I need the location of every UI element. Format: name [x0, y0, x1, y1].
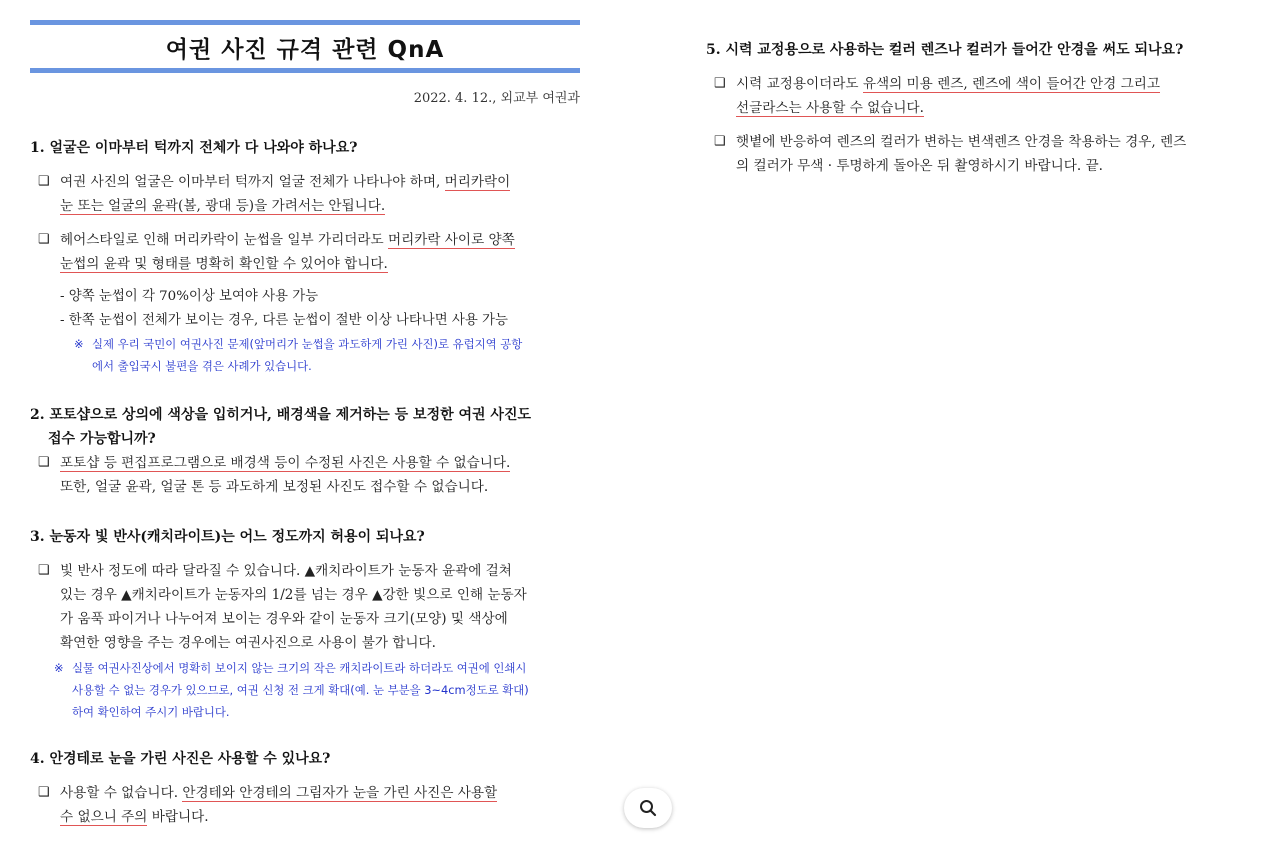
highlighted-text: 눈 또는 얼굴의 윤곽(볼, 광대 등)을 가려서는 안됩니다.: [60, 198, 386, 214]
question-text: 2. 포토샵으로 상의에 색상을 입히거나, 배경색을 제거하는 등 보정한 여권 사진도: [30, 407, 531, 423]
answer-2: [30, 451, 580, 499]
left-column: [30, 0, 580, 829]
answer-text: 여권 사진의 얼굴은 이마부터 턱까지 얼굴 전체가 나타나야 하며,: [60, 174, 445, 190]
right-column: [706, 38, 1256, 178]
sub-item: - 양쪽 눈썹이 각 70%이상 보여야 사용 가능: [60, 289, 319, 304]
answer-text: 있는 경우 ▲캐치라이트가 눈동자의 1/2를 넘는 경우 ▲강한 빛으로 인해 눈동자: [60, 587, 527, 603]
highlighted-text: 포토샵 등 편집프로그램으로 배경색 등이 수정된 사진은 사용할 수 없습니다.: [60, 455, 511, 471]
answer-text: 또한, 얼굴 윤곽, 얼굴 톤 등 과도하게 보정된 사진도 접수할 수 없습니다.: [60, 479, 489, 495]
answer-5-2: [706, 130, 1256, 178]
bullet-box-icon: ❑: [38, 232, 50, 247]
question-1: 1. 얼굴은 이마부터 턱까지 전체가 다 나와야 하나요?: [30, 140, 358, 156]
answer-text: 햇볕에 반응하여 렌즈의 컬러가 변하는 변색렌즈 안경을 착용하는 경우, 렌즈: [736, 134, 1187, 150]
highlighted-text: 머리카락 사이로 양쪽: [387, 232, 515, 248]
question-5: 5. 시력 교정용으로 사용하는 컬러 렌즈나 컬러가 들어간 안경을 써도 되나요?: [706, 42, 1184, 58]
note-text: 하여 확인하여 주시기 바랍니다.: [72, 705, 230, 719]
answer-text: 의 컬러가 무색 · 투명하게 돌아온 뒤 촬영하시기 바랍니다. 끝.: [736, 158, 1104, 174]
note-text: 실제 우리 국민이 여권사진 문제(앞머리가 눈썹을 과도하게 가린 사진)로 유럽지역 공항: [92, 337, 523, 351]
answer-3: [30, 559, 580, 655]
note-text: 에서 출입국시 불편을 겪은 사례가 있습니다.: [92, 359, 312, 373]
question-4: 4. 안경테로 눈을 가린 사진은 사용할 수 있나요?: [30, 751, 331, 767]
note-1: [74, 333, 580, 377]
answer-4: [30, 781, 580, 829]
note-text: 실물 여권사진상에서 명확히 보이지 않는 크기의 작은 캐치라이트라 하더라도 여권에 인쇄시: [72, 661, 527, 675]
search-icon: [638, 798, 658, 818]
answer-5-1: [706, 72, 1256, 120]
bullet-box-icon: ❑: [38, 785, 50, 800]
note-mark-icon: ※: [74, 337, 84, 351]
question-2: [30, 403, 580, 451]
note-text: 사용할 수 없는 경우가 있으므로, 여권 신청 전 크게 확대(예. 눈 부분을 3~4cm정도로 확대): [72, 683, 529, 697]
bullet-box-icon: ❑: [38, 174, 50, 189]
title-banner: [30, 20, 580, 73]
note-3: [54, 657, 580, 723]
bullet-box-icon: ❑: [714, 134, 726, 149]
highlighted-text: 수 없으니 주의: [60, 809, 148, 825]
bullet-box-icon: ❑: [38, 563, 50, 578]
bullet-box-icon: ❑: [38, 455, 50, 470]
highlighted-text: 머리카락이: [444, 174, 511, 190]
qa-section-1: [30, 136, 580, 377]
answer-text: 시력 교정용이더라도: [736, 76, 863, 92]
answer-text: 확연한 영향을 주는 경우에는 여권사진으로 사용이 불가 합니다.: [60, 635, 436, 651]
answer-1-2: [30, 228, 580, 276]
answer-text: 빛 반사 정도에 따라 달라질 수 있습니다. ▲캐치라이트가 눈동자 윤곽에 걸쳐: [60, 563, 512, 579]
highlighted-text: 유색의 미용 렌즈, 렌즈에 색이 들어간 안경 그리고: [862, 76, 1161, 92]
answer-text: 가 움푹 파이거나 나누어져 보이는 경우와 같이 눈동자 크기(모양) 및 색상에: [60, 611, 508, 627]
highlighted-text: 안경테와 안경테의 그림자가 눈을 가린 사진은 사용할: [182, 785, 498, 801]
answer-1-1: [30, 170, 580, 218]
note-mark-icon: ※: [54, 661, 64, 675]
search-button[interactable]: [624, 788, 672, 828]
sub-item: - 한쪽 눈썹이 전체가 보이는 경우, 다른 눈썹이 절반 이상 나타나면 사용 가능: [60, 313, 508, 328]
document-date: 2022. 4. 12., 외교부 여권과: [413, 91, 580, 106]
qa-section-3: [30, 525, 580, 723]
question-3: 3. 눈동자 빛 반사(캐치라이트)는 어느 정도까지 허용이 되나요?: [30, 529, 425, 545]
page-title: 여권 사진 규격 관련 QnA: [165, 37, 445, 63]
question-text: 접수 가능합니까?: [48, 431, 156, 447]
qa-section-2: [30, 403, 580, 499]
qa-section-4: [30, 747, 580, 829]
highlighted-text: 눈썹의 윤곽 및 형태를 명확히 확인할 수 있어야 합니다.: [60, 256, 388, 272]
answer-text: 바랍니다.: [147, 809, 209, 825]
answer-text: 헤어스타일로 인해 머리카락이 눈썹을 일부 가리더라도: [60, 232, 388, 248]
qa-section-5: [706, 38, 1256, 178]
answer-text: 사용할 수 없습니다.: [60, 785, 183, 801]
bullet-box-icon: ❑: [714, 76, 726, 91]
highlighted-text: 선글라스는 사용할 수 없습니다.: [736, 100, 924, 116]
